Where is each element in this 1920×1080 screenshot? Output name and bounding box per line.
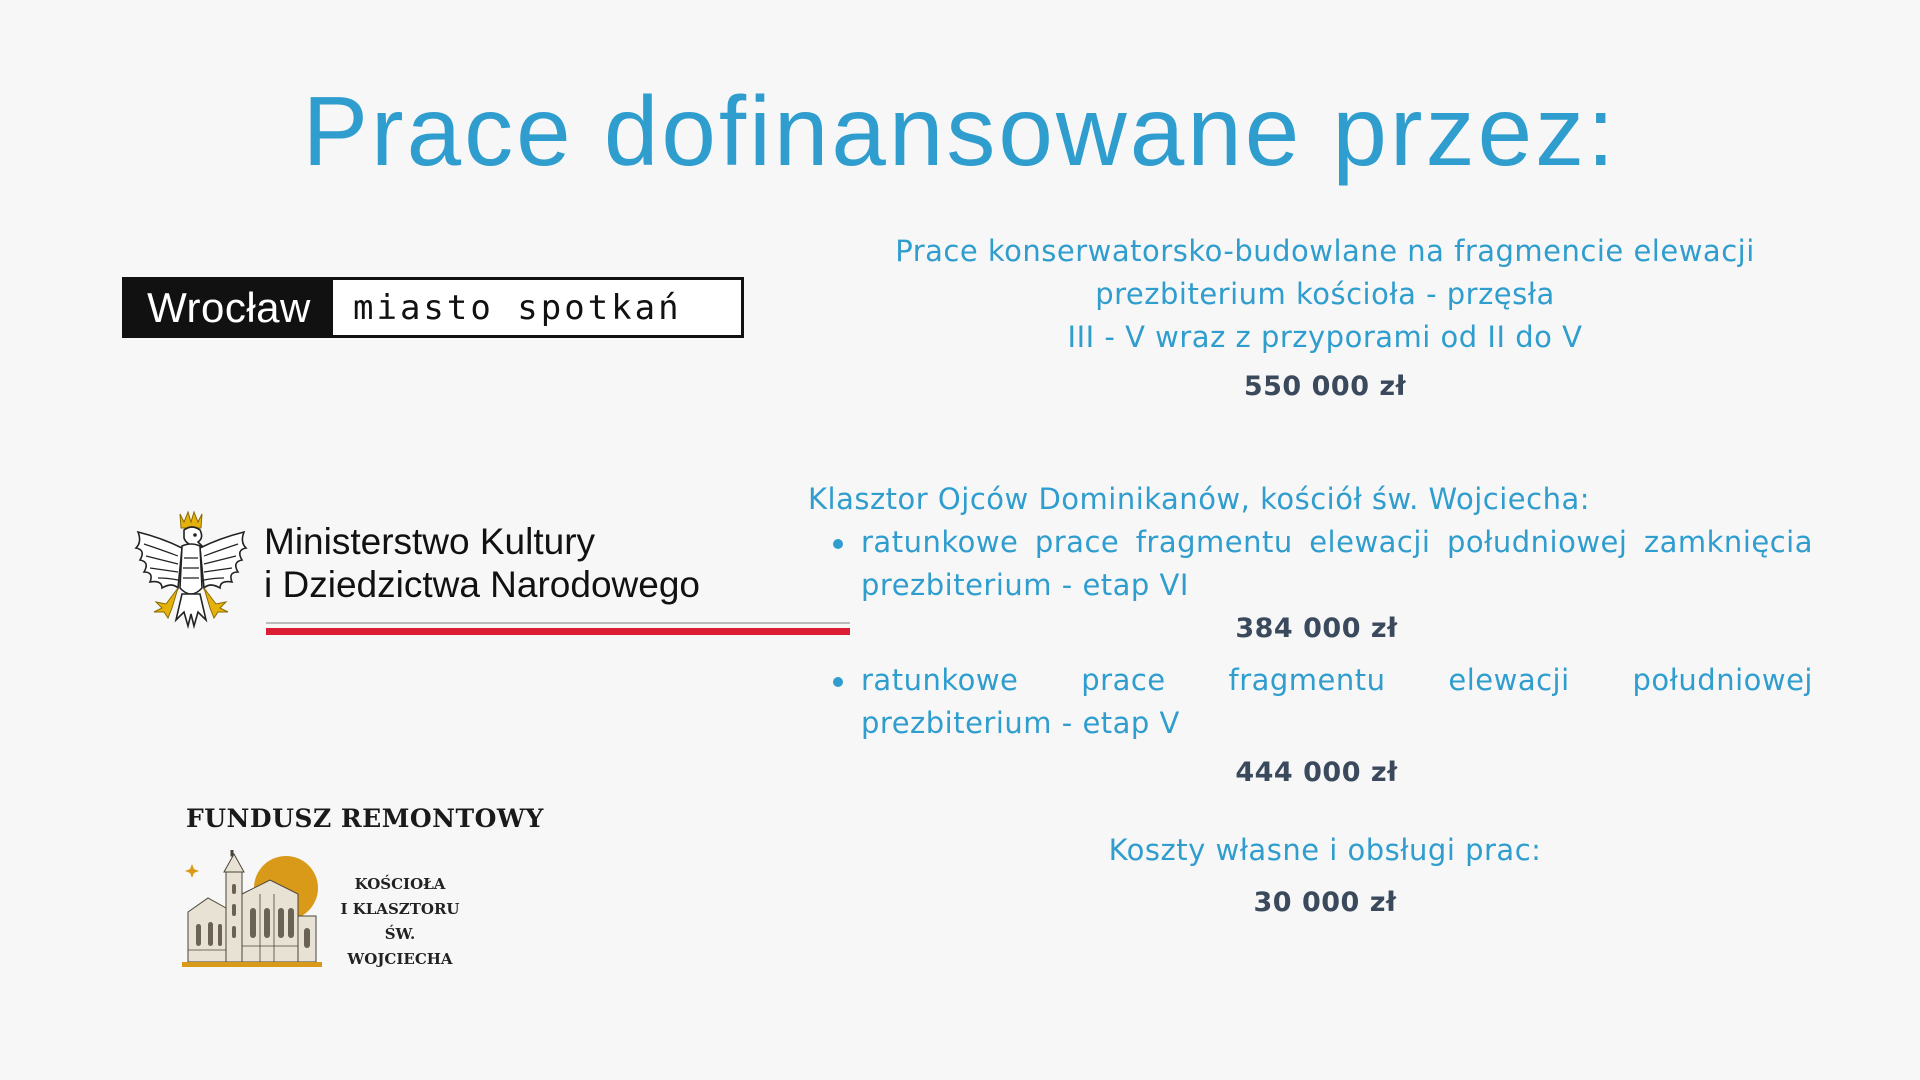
renovation-fund-sub-line1: KOŚCIOŁA <box>354 875 446 893</box>
list-item-line2: prezbiterium - etap V <box>861 706 1180 740</box>
block2-item2-amount: 444 000 zł <box>1235 757 1398 788</box>
bullet-icon <box>833 677 843 687</box>
renovation-fund-sub-line2: I KLASZTORU <box>340 900 460 918</box>
wroclaw-logo-slogan: miasto spotkań <box>353 287 682 328</box>
renovation-fund-sub-line3: ŚW. WOJCIECHA <box>347 925 453 968</box>
list-item-line2: prezbiterium - etap VI <box>861 568 1189 602</box>
funding-block-own-costs <box>805 833 1845 918</box>
block2-amount-row-1 <box>808 609 1813 647</box>
block2-item1-amount: 384 000 zł <box>1235 613 1398 644</box>
church-illustration-icon <box>180 850 330 975</box>
block3-heading: Koszty własne i obsługi prac: <box>1108 833 1542 867</box>
list-item <box>808 659 1813 745</box>
list-item-line1: ratunkowe prace fragmentu elewacji południowej zamknięcia <box>861 525 1813 559</box>
renovation-fund-subtitle <box>340 872 460 972</box>
renovation-fund-logo <box>180 800 560 980</box>
wroclaw-logo <box>122 277 744 338</box>
ministry-logo-text <box>264 520 700 606</box>
block1-description-line1: Prace konserwatorsko-budowlane na fragmencie elewacji <box>895 234 1755 268</box>
block1-description-line2: prezbiterium kościoła - przęsła <box>1095 277 1555 311</box>
funding-block-ministry <box>808 478 1813 791</box>
ministry-logo-line2: i Dziedzictwa Narodowego <box>264 564 700 605</box>
renovation-fund-heading: FUNDUSZ REMONTOWY <box>186 804 544 833</box>
block3-amount: 30 000 zł <box>1253 887 1397 918</box>
polish-eagle-icon <box>132 508 250 638</box>
ministry-logo-divider <box>266 622 850 624</box>
wroclaw-logo-name: Wrocław <box>125 280 333 335</box>
block1-description-line3: III - V wraz z przyporami od II do V <box>1067 320 1583 354</box>
block2-list-2 <box>808 659 1813 745</box>
ministry-logo-red-bar <box>266 628 850 635</box>
funding-block-city <box>805 230 1845 408</box>
ministry-logo <box>132 508 732 643</box>
block2-amount-row-2 <box>808 753 1813 791</box>
list-item <box>808 521 1813 607</box>
block2-list <box>808 521 1813 607</box>
list-item-line1: ratunkowe prace fragmentu elewacji południowej <box>861 663 1813 697</box>
bullet-icon <box>833 539 843 549</box>
page-title: Prace dofinansowane przez: <box>302 76 1618 186</box>
block2-heading: Klasztor Ojców Dominikanów, kościół św. Wojciecha: <box>808 482 1590 516</box>
block1-amount: 550 000 zł <box>1243 371 1407 402</box>
ministry-logo-line1: Ministerstwo Kultury <box>264 521 596 562</box>
